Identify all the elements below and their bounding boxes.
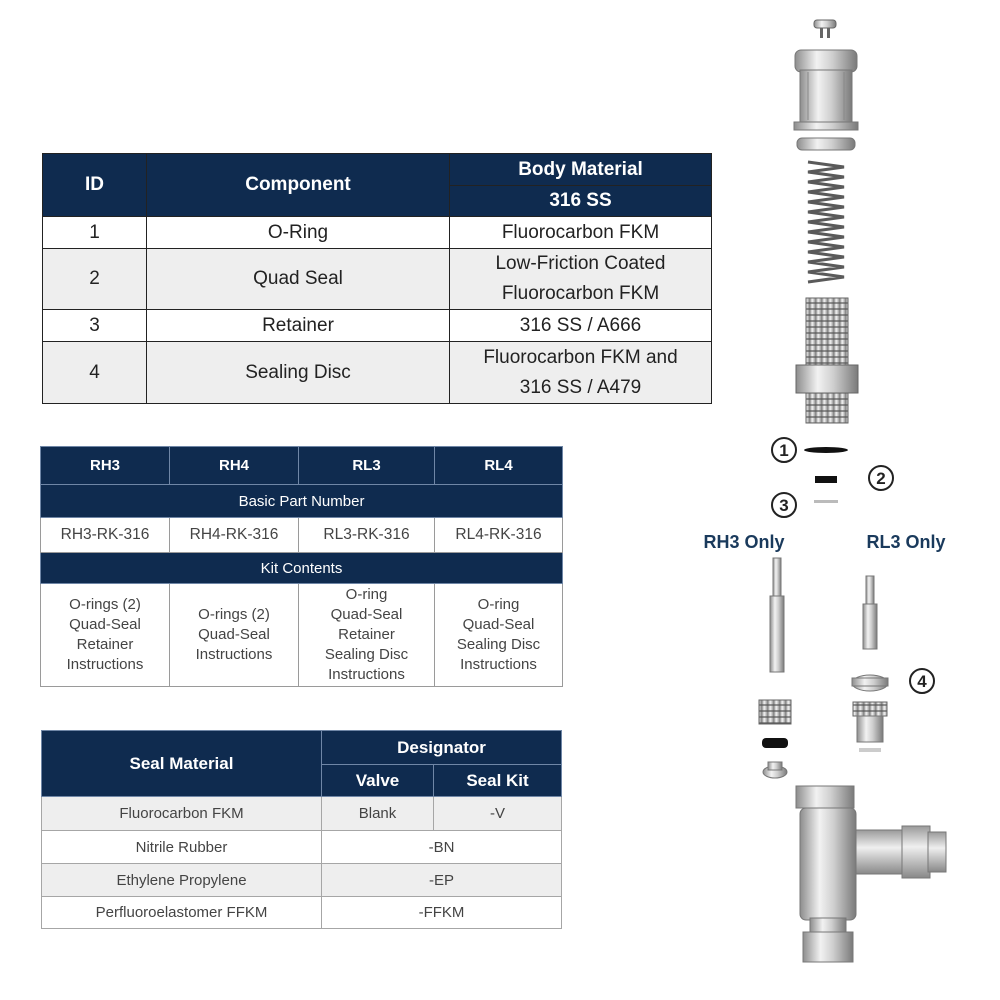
table-row (43, 342, 712, 404)
row-component: Sealing Disc (147, 342, 450, 404)
kit-contents-cell: O-ring Quad-Seal Sealing Disc Instructions (435, 584, 563, 687)
o-ring-part (804, 447, 848, 453)
valve-designator: Blank (322, 797, 434, 831)
svg-text:3: 3 (779, 496, 789, 515)
seal-material-cell: Fluorocarbon FKM (42, 797, 322, 831)
part-number: RH4-RK-316 (170, 518, 299, 553)
row-id: 2 (43, 249, 147, 310)
part-number: RL4-RK-316 (435, 518, 563, 553)
table-row (42, 797, 562, 831)
row-component: Retainer (147, 310, 450, 342)
row-material: Low-Friction Coated Fluorocarbon FKM (450, 249, 712, 310)
row-component: O-Ring (147, 217, 450, 249)
callout-4 (910, 669, 934, 693)
stem-body (796, 298, 858, 423)
washer (797, 138, 855, 150)
seal-material-cell: Perfluoroelastomer FFKM (42, 897, 322, 929)
callout-3 (772, 493, 796, 517)
body-material-subheader: 316 SS (450, 186, 712, 217)
bonnet-cap (794, 50, 858, 130)
seal-material-table (41, 730, 562, 929)
svg-text:1: 1 (779, 441, 789, 460)
table-row (43, 217, 712, 249)
rh3-lower-parts (759, 700, 791, 778)
svg-text:2: 2 (876, 469, 886, 488)
kit-contents-band: Kit Contents (41, 553, 563, 584)
designator-header: Designator (322, 731, 562, 765)
id-header: ID (43, 154, 147, 217)
row-id: 4 (43, 342, 147, 404)
valve-header: Valve (322, 765, 434, 797)
callout-2 (869, 466, 893, 490)
rl3-stem (863, 576, 877, 649)
model-header-rh3: RH3 (41, 447, 170, 485)
rh3-stem (770, 558, 784, 672)
table-row (42, 864, 562, 897)
designator-cell: -FFKM (322, 897, 562, 929)
rl3-insert (853, 702, 887, 752)
cap-knob (814, 20, 836, 38)
kit-contents-cell: O-rings (2) Quad-Seal Retainer Instructions (41, 584, 170, 687)
spring-icon (808, 162, 844, 282)
seal-material-cell: Ethylene Propylene (42, 864, 322, 897)
row-material: Fluorocarbon FKM and 316 SS / A479 (450, 342, 712, 404)
body-material-header: Body Material (450, 154, 712, 186)
table-row (42, 831, 562, 864)
repair-kit-table (40, 446, 563, 687)
row-component: Quad Seal (147, 249, 450, 310)
valve-body (796, 786, 946, 962)
row-id: 1 (43, 217, 147, 249)
sealing-disc-part (852, 675, 888, 691)
model-header-rl3: RL3 (299, 447, 435, 485)
table-row (43, 310, 712, 342)
exploded-valve-diagram (690, 0, 990, 1000)
rl3-only-label: RL3 Only (866, 532, 946, 552)
row-material: 316 SS / A666 (450, 310, 712, 342)
model-header-rh4: RH4 (170, 447, 299, 485)
component-header: Component (147, 154, 450, 217)
seal-kit-designator: -V (434, 797, 562, 831)
model-header-rl4: RL4 (435, 447, 563, 485)
quad-seal-part (815, 476, 837, 483)
retainer-part (814, 500, 838, 503)
row-id: 3 (43, 310, 147, 342)
table-row (43, 249, 712, 310)
part-number: RH3-RK-316 (41, 518, 170, 553)
basic-part-number-band: Basic Part Number (41, 485, 563, 518)
callout-1 (772, 438, 796, 462)
rh3-only-label: RH3 Only (703, 532, 785, 552)
table-row (41, 584, 563, 687)
designator-cell: -BN (322, 831, 562, 864)
seal-material-cell: Nitrile Rubber (42, 831, 322, 864)
kit-contents-cell: O-ring Quad-Seal Retainer Sealing Disc Instructions (299, 584, 435, 687)
designator-cell: -EP (322, 864, 562, 897)
component-material-table (42, 153, 712, 404)
svg-text:4: 4 (917, 672, 927, 691)
table-row (42, 897, 562, 929)
seal-kit-header: Seal Kit (434, 765, 562, 797)
row-material: Fluorocarbon FKM (450, 217, 712, 249)
part-number: RL3-RK-316 (299, 518, 435, 553)
kit-contents-cell: O-rings (2) Quad-Seal Instructions (170, 584, 299, 687)
table-row (41, 518, 563, 553)
seal-material-header: Seal Material (42, 731, 322, 797)
